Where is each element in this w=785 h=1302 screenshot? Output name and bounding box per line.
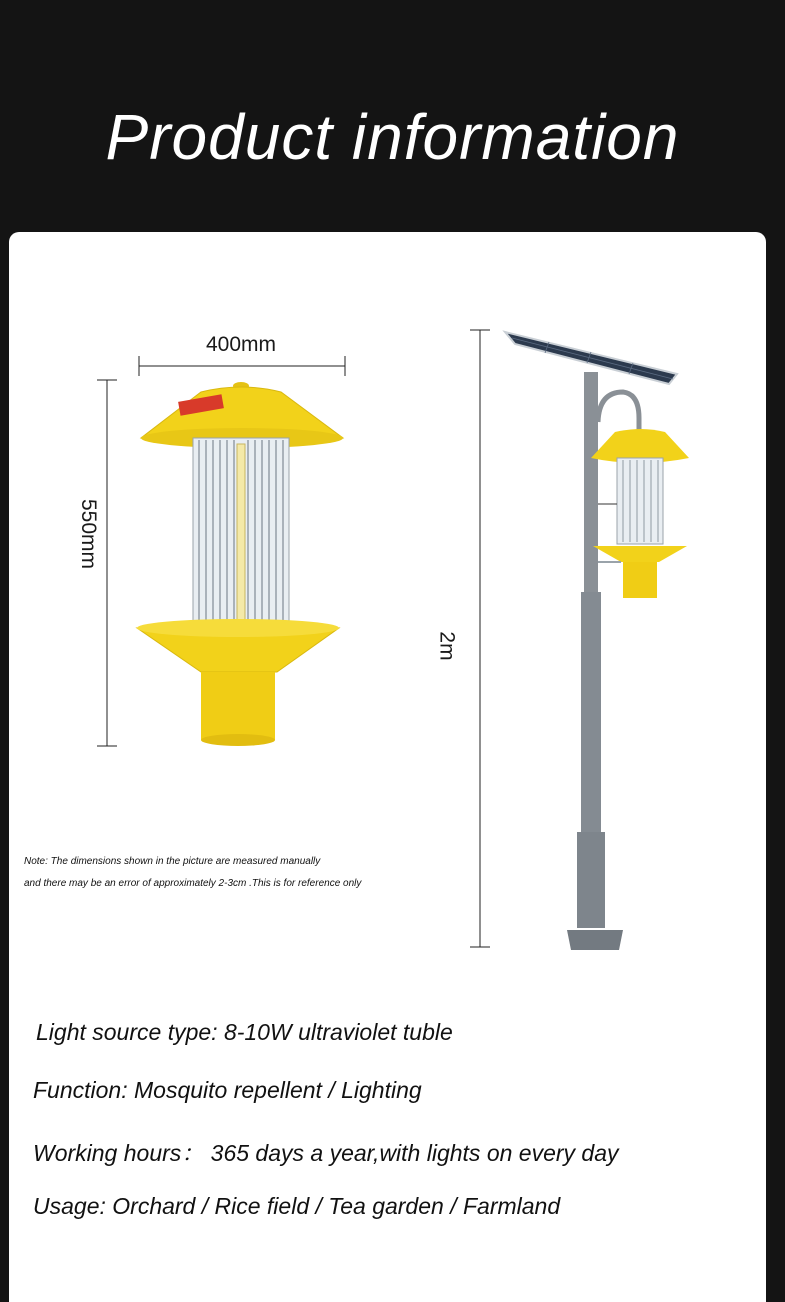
pole-height-dimension-line [470, 330, 490, 947]
product-card [9, 232, 766, 1302]
header-band [0, 0, 785, 232]
spec-function: Function: Mosquito repellent / Lighting [33, 1077, 422, 1103]
width-dimension-label: 400mm [206, 333, 277, 356]
width-dimension-line [139, 356, 345, 376]
spec-usage: Usage: Orchard / Rice field / Tea garden / Farmland [33, 1193, 561, 1219]
height-dimension-label: 550mm [77, 498, 101, 570]
note-line-2: and there may be an error of approximately 2-3cm .This is for reference only [24, 878, 362, 889]
solar-pole-lamp-image [505, 332, 689, 950]
spec-light-source: Light source type: 8-10W ultraviolet tuble [36, 1019, 453, 1045]
mosquito-lamp-image [137, 382, 343, 746]
page-title: Product information [105, 101, 680, 173]
pole-height-dimension-label: 2m [435, 631, 459, 661]
note-line-1: Note: The dimensions shown in the picture are measured manually [24, 856, 321, 867]
spec-working-hours: Working hours： 365 days a year,with lights on every day [33, 1140, 619, 1166]
